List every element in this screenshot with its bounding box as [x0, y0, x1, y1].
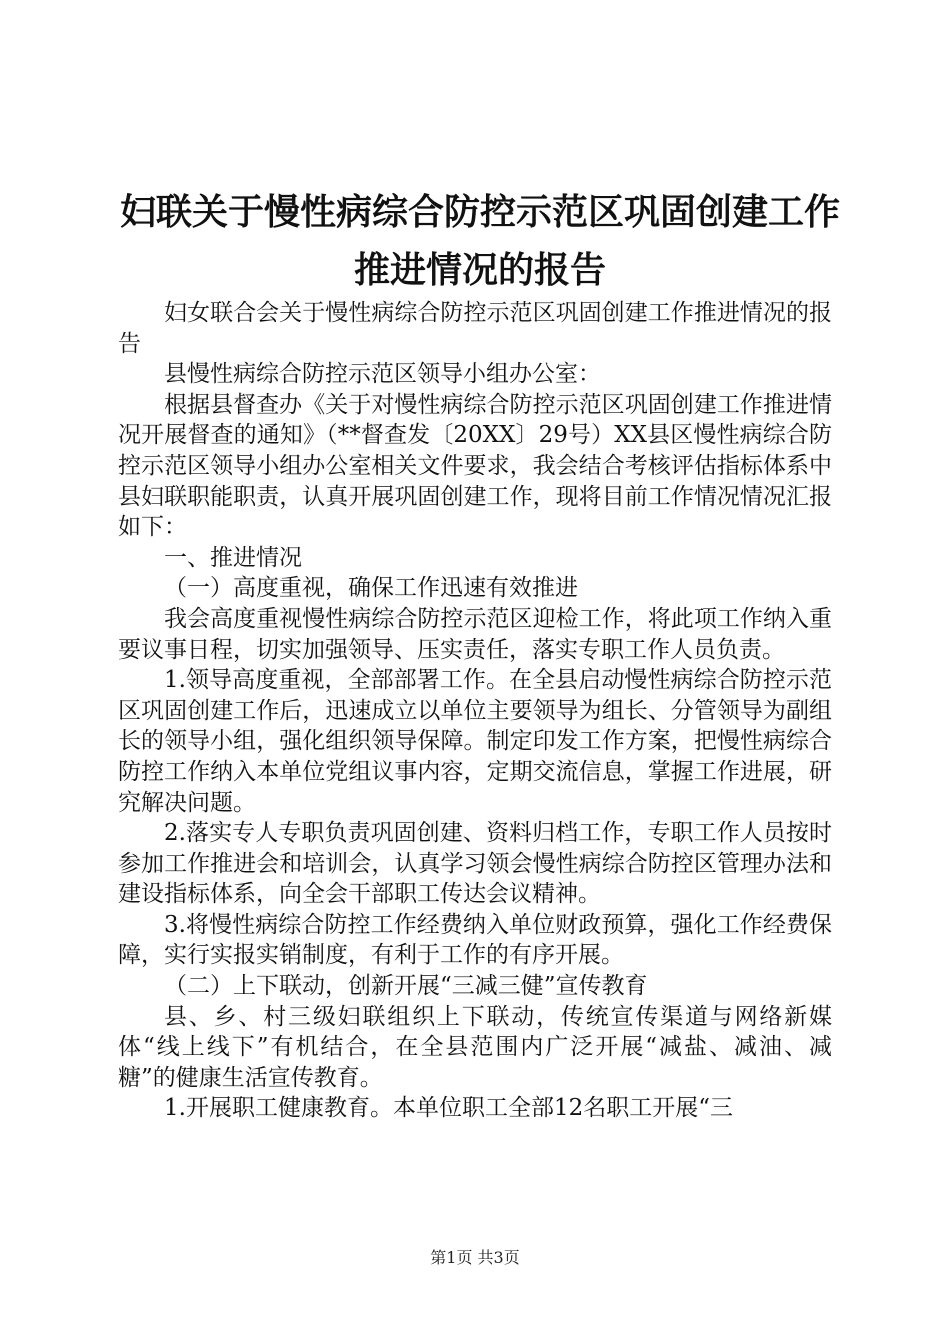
- paragraph-body: 县、乡、村三级妇联组织上下联动，传统宣传渠道与网络新媒体“线上线下”有机结合，在全县范围内广泛开展“减盐、减油、减糖”的健康生活宣传教育。: [118, 1003, 832, 1091]
- paragraph-body: 我会高度重视慢性病综合防控示范区迎检工作，将此项工作纳入重要议事日程，切实加强领导、压实责任，落实专职工作人员负责。: [118, 605, 832, 663]
- subsection-heading-1: （一）高度重视，确保工作迅速有效推进: [164, 575, 578, 602]
- list-item: 3.将慢性病综合防控工作经费纳入单位财政预算，强化工作经费保障，实行实报实销制度，有利于工作的有序开展。: [118, 911, 832, 969]
- paragraph-addressee: 县慢性病综合防控示范区领导小组办公室：: [164, 361, 601, 388]
- paragraph-intro: 根据县督查办《关于对慢性病综合防控示范区巩固创建工作推进情况开展督查的通知》（**督查发〔20XX〕29号）XX县区慢性病综合防控示范区领导小组办公室相关文件要求，我会结合考核评估指标体系中县妇联职能职责，认真开展巩固创建工作，现将目前工作情况情况汇报如下：: [118, 391, 832, 541]
- list-item: 1.开展职工健康教育。本单位职工全部12名职工开展“三: [164, 1095, 733, 1122]
- list-item: 1.领导高度重视，全部部署工作。在全县启动慢性病综合防控示范区巩固创建工作后，迅速成立以单位主要领导为组长、分管领导为副组长的领导小组，强化组织领导保障。制定印发工作方案，把慢性病综合防控工作纳入本单位党组议事内容，定期交流信息，掌握工作进展，研究解决问题。: [118, 667, 832, 816]
- document-title-line-1: 妇联关于慢性病综合防控示范区巩固创建工作: [120, 191, 841, 233]
- paragraph-subtitle: 妇女联合会关于慢性病综合防控示范区巩固创建工作推进情况的报告: [118, 300, 832, 357]
- list-item: 2.落实专人专职负责巩固创建、资料归档工作，专职工作人员按时参加工作推进会和培训会，认真学习领会慢性病综合防控区管理办法和建设指标体系，向全会干部职工传达会议精神。: [118, 820, 832, 908]
- subsection-heading-2: （二）上下联动，创新开展“三减三健”宣传教育: [164, 973, 648, 1000]
- document-title-line-2: 推进情况的报告: [353, 249, 606, 291]
- document-body: [118, 298, 832, 1124]
- page-footer: 第1页 共3页: [430, 1248, 520, 1267]
- section-heading-progress: 一、推进情况: [164, 544, 302, 571]
